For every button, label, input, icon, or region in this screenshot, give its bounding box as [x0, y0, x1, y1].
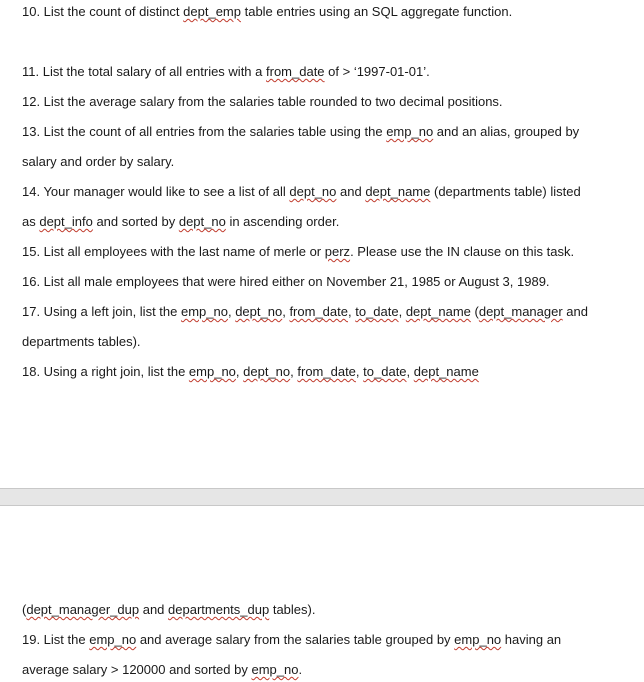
spellcheck-flagged-word: from_date [266, 64, 325, 79]
line-q19: 19. List the emp_no and average salary from the salaries table grouped by emp_no having an [22, 632, 562, 647]
spellcheck-flagged-word: dept_name [405, 304, 471, 319]
line-q19-cont: average salary > 120000 and sorted by emp_no. [22, 662, 303, 677]
line-q13: 13. List the count of all entries from the salaries table using the emp_no and an alias, grouped by [22, 124, 580, 139]
line-q17: 17. Using a left join, list the emp_no, dept_no, from_date, to_date, dept_name (dept_manager and [22, 304, 588, 319]
spellcheck-flagged-word: dept_info [39, 214, 93, 229]
spellcheck-flagged-word: dept_no [243, 364, 291, 379]
spellcheck-flagged-word: emp_no [454, 632, 502, 647]
document-page-bottom [0, 506, 644, 682]
spellcheck-flagged-word: to_date [363, 364, 407, 379]
spellcheck-flagged-word: dept_no [289, 184, 337, 199]
spellcheck-flagged-word: dept_no [235, 304, 283, 319]
spellcheck-flagged-word: dept_name [413, 364, 479, 379]
spellcheck-flagged-word: perz [324, 244, 351, 259]
spellcheck-flagged-word: from_date [289, 304, 348, 319]
spellcheck-flagged-word: to_date [355, 304, 399, 319]
spellcheck-flagged-word: dept_no [178, 214, 226, 229]
line-q13-cont: salary and order by salary. [22, 154, 175, 169]
line-q15: 15. List all employees with the last name of merle or perz. Please use the IN clause on this task. [22, 244, 575, 259]
spellcheck-flagged-word: emp_no [180, 304, 228, 319]
line-q18-cont: (dept_manager_dup and departments_dup tables). [22, 602, 316, 617]
page-break-gap [0, 488, 644, 506]
line-q10: 10. List the count of distinct dept_emp table entries using an SQL aggregate function. [22, 4, 513, 19]
line-q12: 12. List the average salary from the salaries table rounded to two decimal positions. [22, 94, 503, 109]
spellcheck-flagged-word: emp_no [188, 364, 236, 379]
line-q17-cont: departments tables). [22, 334, 141, 349]
spellcheck-flagged-word: departments_dup [168, 602, 270, 617]
line-q11: 11. List the total salary of all entries with a from_date of > ‘1997-01-01’. [22, 64, 430, 79]
spellcheck-flagged-word: dept_manager [478, 304, 563, 319]
spellcheck-flagged-word: emp_no [386, 124, 434, 139]
spellcheck-flagged-word: emp_no [89, 632, 137, 647]
line-q18: 18. Using a right join, list the emp_no, dept_no, from_date, to_date, dept_name [22, 364, 479, 379]
spellcheck-flagged-word: dept_manager_dup [26, 602, 140, 617]
line-q16: 16. List all male employees that were hired either on November 21, 1985 or August 3, 1989. [22, 274, 550, 289]
line-q14-cont: as dept_info and sorted by dept_no in ascending order. [22, 214, 340, 229]
spellcheck-flagged-word: from_date [297, 364, 356, 379]
spellcheck-flagged-word: dept_emp [183, 4, 241, 19]
spellcheck-flagged-word: emp_no [251, 662, 299, 677]
spellcheck-flagged-word: dept_name [365, 184, 431, 199]
line-q14: 14. Your manager would like to see a list of all dept_no and dept_name (departments table) listed [22, 184, 581, 199]
